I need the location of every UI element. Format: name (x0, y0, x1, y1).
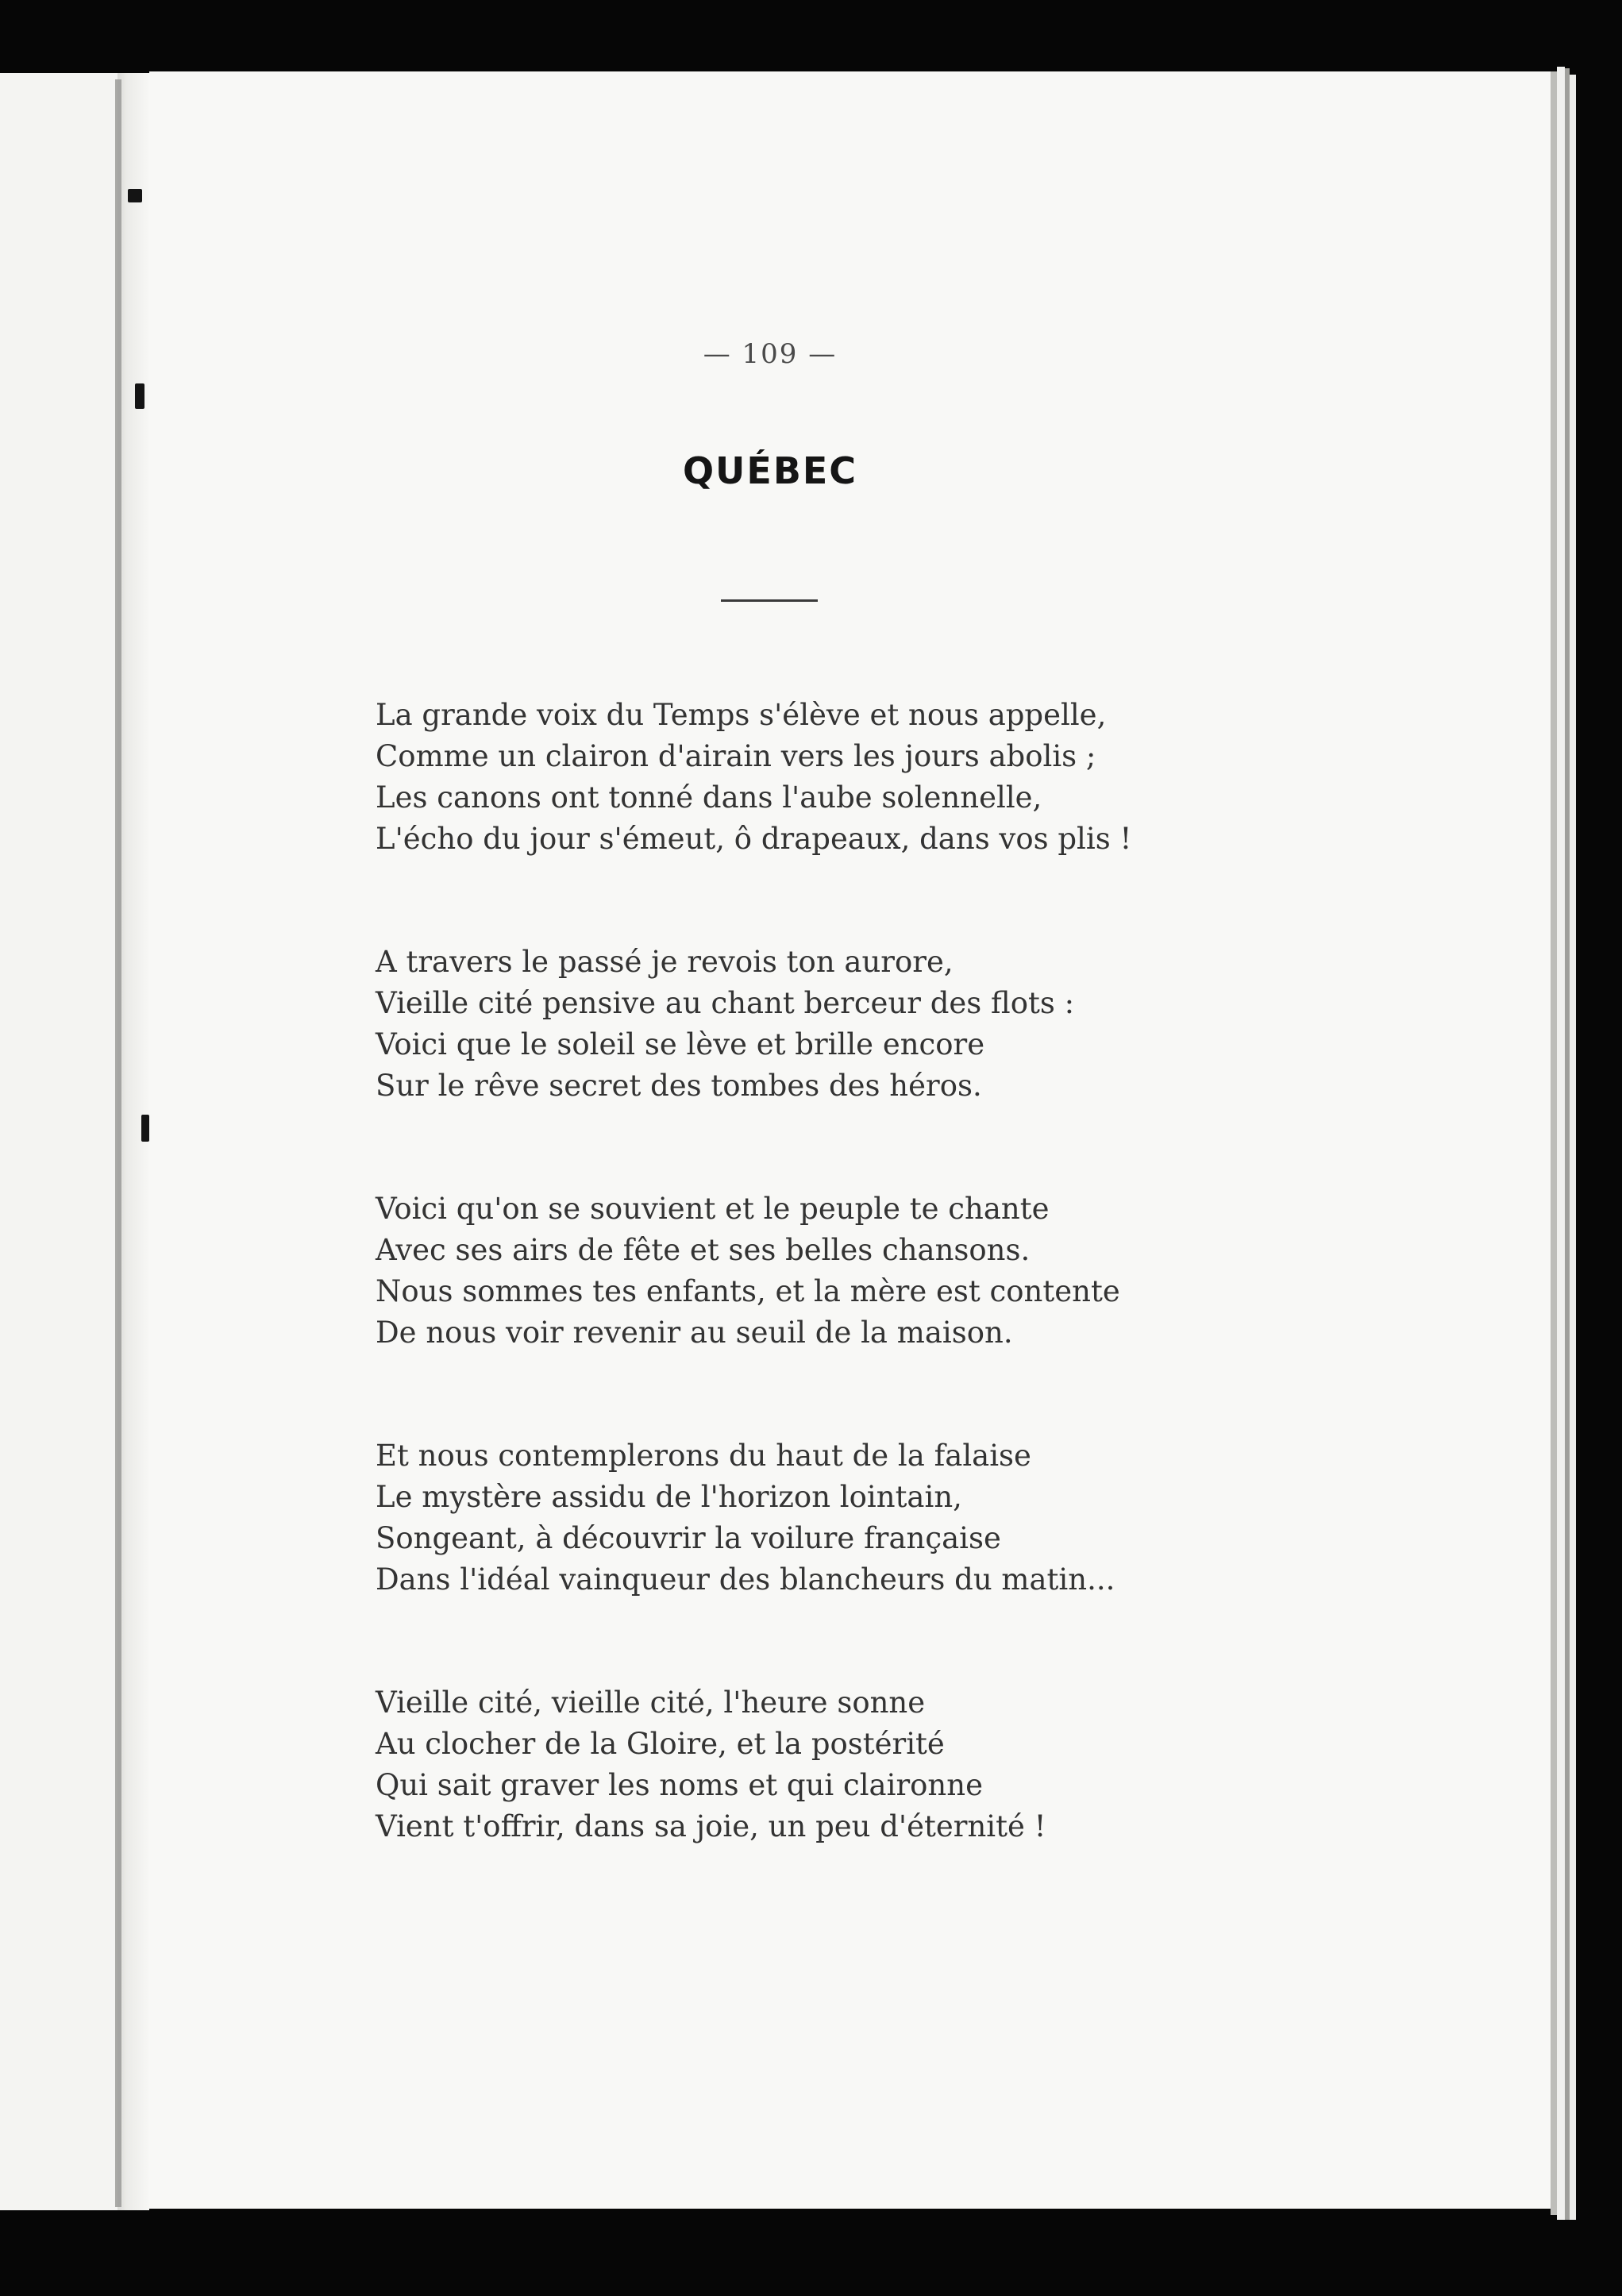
poem-line: Qui sait graver les noms et qui claironne (376, 1768, 983, 1802)
poem-line: A travers le passé je revois ton aurore, (376, 945, 954, 979)
page-edge (1557, 67, 1565, 2220)
binding-mark (141, 1115, 149, 1142)
poem-stanza (376, 695, 1209, 860)
poem-line: Dans l'idéal vainqueur des blancheurs du matin... (376, 1562, 1115, 1597)
poem-line: La grande voix du Temps s'élève et nous appelle, (376, 698, 1107, 732)
poem-line: Et nous contemplerons du haut de la falaise (376, 1439, 1031, 1473)
poem-line: Songeant, à découvrir la voilure française (376, 1521, 1001, 1555)
poem-line: Comme un clairon d'airain vers les jours abolis ; (376, 739, 1096, 773)
poem-line: Vieille cité pensive au chant berceur des flots : (376, 986, 1075, 1020)
page-edge (1551, 71, 1557, 2215)
poem-line: L'écho du jour s'émeut, ô drapeaux, dans vos plis ! (376, 822, 1132, 856)
poem-line: Avec ses airs de fête et ses belles chansons. (376, 1233, 1031, 1267)
poem-stanza (376, 1435, 1209, 1601)
page-title: QUÉBEC (682, 449, 858, 492)
poem-stanza (376, 942, 1209, 1107)
page-edge (1570, 75, 1576, 2220)
poem-stanza (376, 1188, 1209, 1354)
poem-stanza (376, 1682, 1209, 1847)
binding-mark (135, 383, 144, 409)
book-gutter-line (115, 79, 121, 2207)
binding-mark (128, 189, 142, 202)
poem-line: De nous voir revenir au seuil de la maison. (376, 1316, 1013, 1350)
book-gutter-shadow (118, 73, 149, 2210)
page-number: — 109 — (703, 338, 838, 370)
poem-line: Nous sommes tes enfants, et la mère est contente (376, 1274, 1120, 1308)
poem-line: Voici que le soleil se lève et brille encore (376, 1027, 985, 1061)
poem-line: Les canons ont tonné dans l'aube solennelle, (376, 780, 1042, 815)
poem-line: Le mystère assidu de l'horizon lointain, (376, 1480, 962, 1514)
poem-line: Voici qu'on se souvient et le peuple te chante (376, 1192, 1050, 1226)
poem-body (376, 695, 1209, 1929)
poem-line: Vient t'offrir, dans sa joie, un peu d'éternité ! (376, 1809, 1046, 1843)
poem-line: Sur le rêve secret des tombes des héros. (376, 1069, 982, 1103)
poem-line: Au clocher de la Gloire, et la postérité (376, 1727, 945, 1761)
poem-line: Vieille cité, vieille cité, l'heure sonne (376, 1685, 926, 1720)
title-divider (721, 599, 818, 602)
